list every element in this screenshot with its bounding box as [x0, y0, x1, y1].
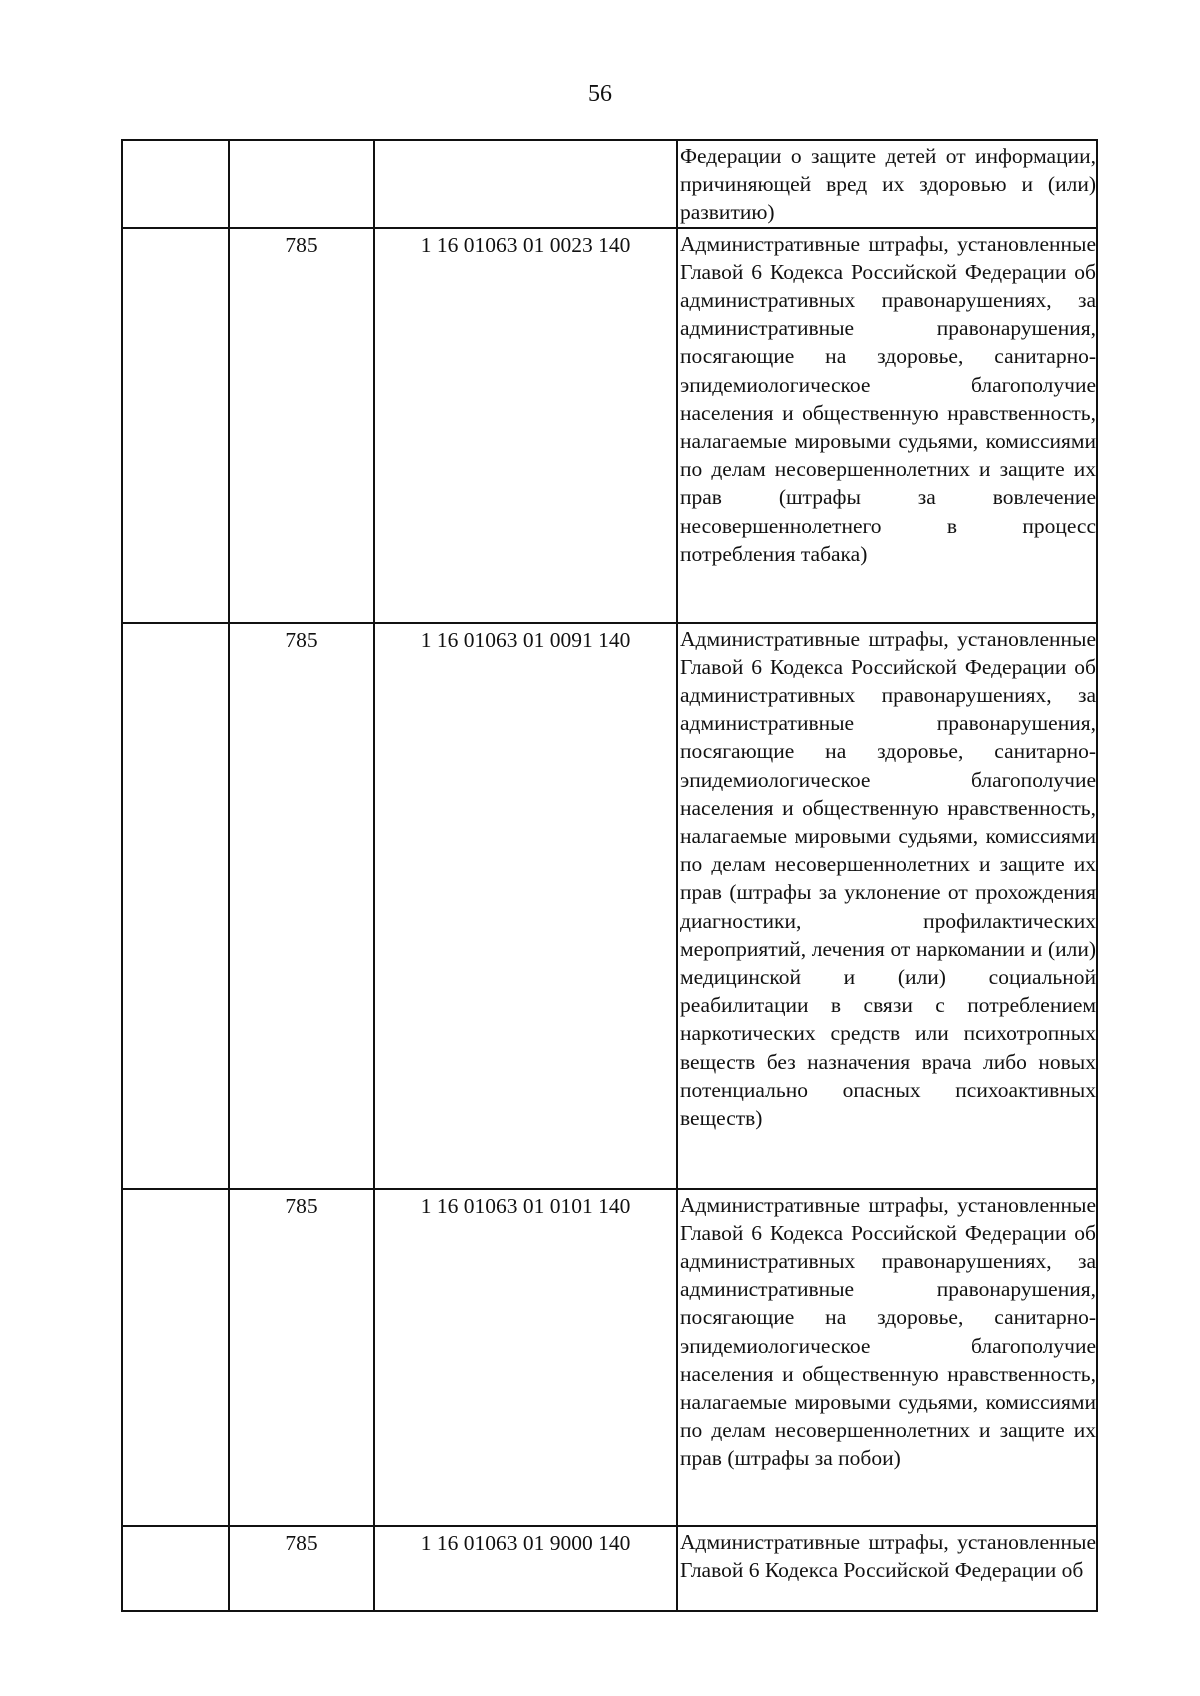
description-cell: Федерации о защите детей от информации, причиняющей вред их здоровью и (или) развитию): [677, 140, 1097, 228]
kbk-code-cell: 1 16 01063 01 0091 140: [374, 623, 677, 1189]
number-cell: [122, 228, 229, 623]
kbk-code-cell: 1 16 01063 01 0101 140: [374, 1189, 677, 1526]
budget-classification-table: [121, 139, 1098, 1612]
page-number: 56: [588, 81, 612, 107]
description-cell: Административные штрафы, установленные Главой 6 Кодекса Российской Федерации об административных правонарушениях, за административные правонарушения, посягающие на здоровье, санитарно-эпидемиологическое благополучие населения и общественную нравственность, налагаемые мировыми судьями, комиссиями по делам несовершеннолетних и защите их прав (штрафы за вовлечение несовершеннолетнего в процесс потребления табака): [677, 228, 1097, 623]
admin-code-cell: 785: [229, 228, 374, 623]
table-row: [122, 623, 1097, 1189]
number-cell: [122, 1189, 229, 1526]
admin-code-cell: 785: [229, 1526, 374, 1611]
number-cell: [122, 623, 229, 1189]
kbk-code-cell: 1 16 01063 01 9000 140: [374, 1526, 677, 1611]
kbk-code-cell: [374, 140, 677, 228]
number-cell: [122, 1526, 229, 1611]
admin-code-cell: 785: [229, 1189, 374, 1526]
table-row: [122, 1526, 1097, 1611]
kbk-code-cell: 1 16 01063 01 0023 140: [374, 228, 677, 623]
admin-code-cell: [229, 140, 374, 228]
number-cell: [122, 140, 229, 228]
description-cell: Административные штрафы, установленные Главой 6 Кодекса Российской Федерации об: [677, 1526, 1097, 1611]
description-cell: Административные штрафы, установленные Главой 6 Кодекса Российской Федерации об административных правонарушениях, за административные правонарушения, посягающие на здоровье, санитарно-эпидемиологическое благополучие населения и общественную нравственность, налагаемые мировыми судьями, комиссиями по делам несовершеннолетних и защите их прав (штрафы за уклонение от прохождения диагностики, профилактических мероприятий, лечения от наркомании и (или) медицинской и (или) социальной реабилитации в связи с потреблением наркотических средств или психотропных веществ без назначения врача либо новых потенциально опасных психоактивных веществ): [677, 623, 1097, 1189]
description-cell: Административные штрафы, установленные Главой 6 Кодекса Российской Федерации об административных правонарушениях, за административные правонарушения, посягающие на здоровье, санитарно-эпидемиологическое благополучие населения и общественную нравственность, налагаемые мировыми судьями, комиссиями по делам несовершеннолетних и защите их прав (штрафы за побои): [677, 1189, 1097, 1526]
table-row: [122, 140, 1097, 228]
table-row: [122, 1189, 1097, 1526]
admin-code-cell: 785: [229, 623, 374, 1189]
table-row: [122, 228, 1097, 623]
